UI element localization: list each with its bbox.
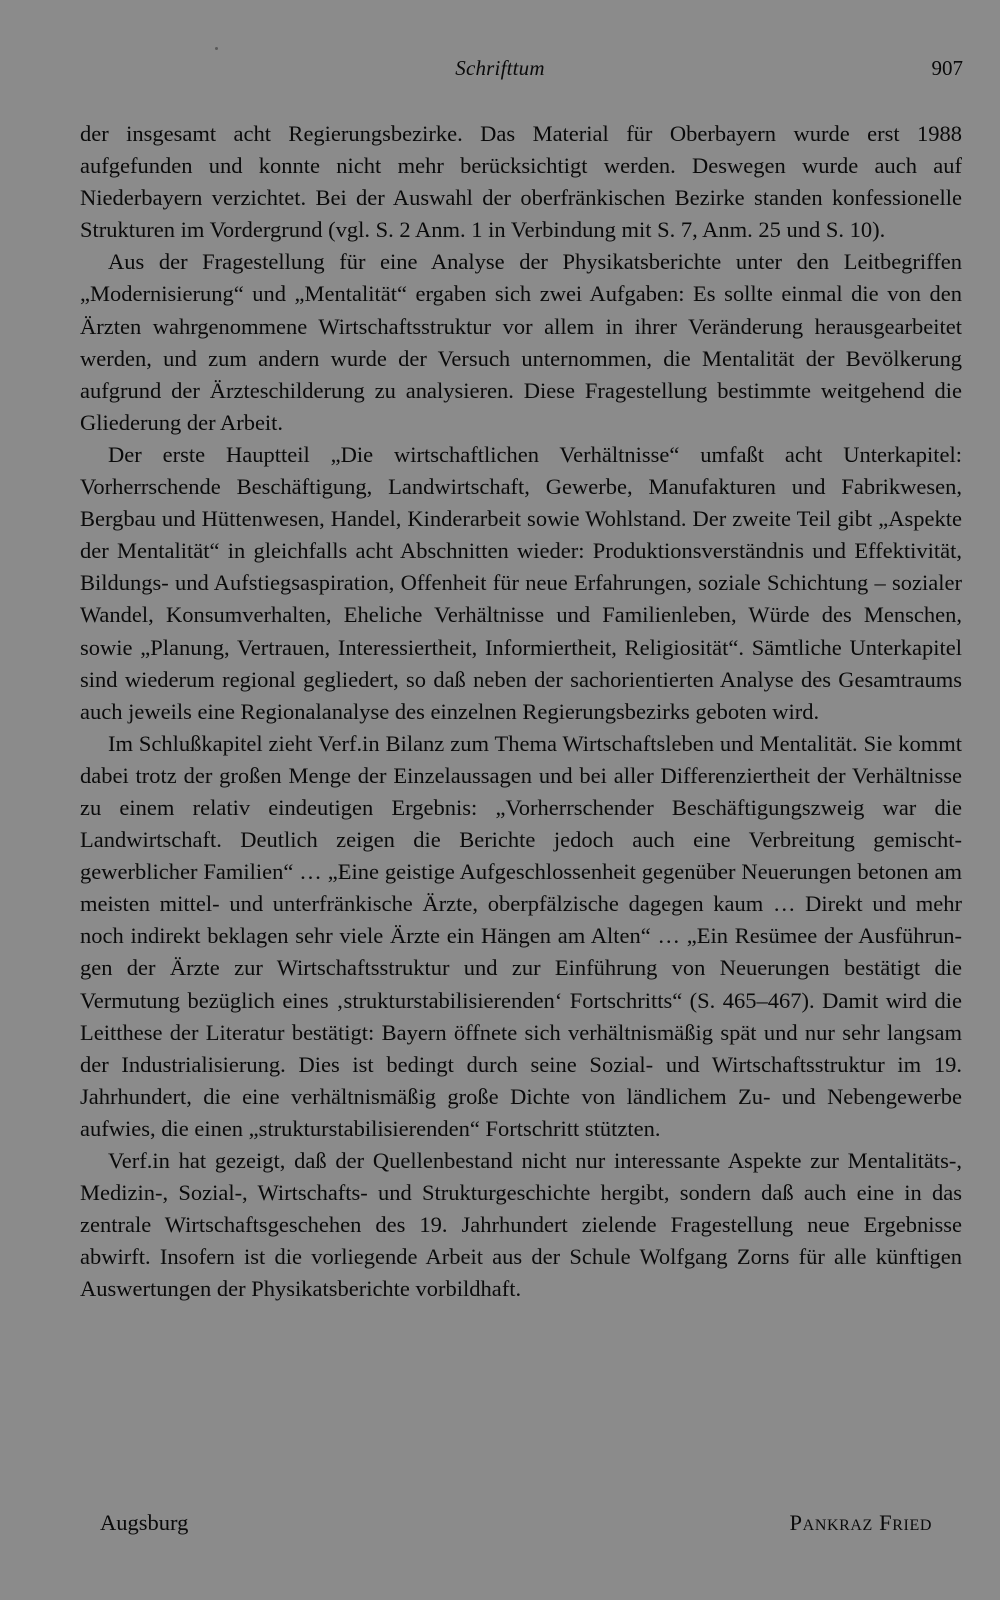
body-text	[80, 118, 962, 1305]
review-signature	[100, 1510, 932, 1546]
print-speck	[215, 47, 218, 50]
paragraph-conclusion: Im Schlußkapitel zieht Verf.in Bilanz zum Thema Wirtschaftsleben und Mentalität. Sie kommt dabei trotz der großen Menge der Einzelaussagen und bei aller Differenziertheit der Verhältnisse zu einem relativ eindeutigen Ergebnis: „Vorherrschender Beschäftigungszweig war die Landwirtschaft. Deutlich zeigen die Berichte jedoch auch eine Verbreitung gemischt-gewerblicher Familien“ … „Eine geistige Aufgeschlossenheit gegenüber Neuerungen betonen am meisten mittel- und unterfränkische Ärzte, oberpfälzische dagegen kaum … Direkt und mehr noch indirekt beklagen sehr viele Ärzte ein Hängen am Alten“ … „Ein Resümee der Ausführungen der Ärzte zur Wirtschaftsstruktur und zur Einführung von Neuerungen bestätigt die Vermutung bezüglich eines ‚strukturstabilisierenden‘ Fortschritts“ (S. 465–467). Damit wird die Leitthese der Literatur bestätigt: Bayern öffnete sich verhältnismäßig spät und nur sehr langsam der Industrialisierung. Dies ist bedingt durch seine Sozial- und Wirtschaftsstruktur im 19. Jahrhundert, die eine verhältnismäßig große Dichte von ländlichem Zu- und Nebengewerbe aufwies, die einen „strukturstabilisierenden“ Fortschritt stützten.	[80, 730, 962, 1141]
paragraph-research-questions: Aus der Fragestellung für eine Analyse der Physikatsberichte unter den Leitbegriffen „Modernisierung“ und „Mentalität“ ergaben sich zwei Aufgaben: Es sollte einmal die von den Ärzten wahrgenommene Wirtschaftsstruktur vor allem in ihrer Veränderung herausgearbeitet werden, und zum andern wurde der Versuch unternommen, die Mentalität der Bevölkerung aufgrund der Ärzteschilderung zu analysieren. Diese Fragestellung bestimmte weitgehend die Gliederung der Arbeit.	[80, 249, 962, 435]
paragraph-structure: Der erste Hauptteil „Die wirtschaftlichen Verhältnisse“ umfaßt acht Unterkapitel: Vorherrschende Beschäftigung, Landwirtschaft, Gewerbe, Manufakturen und Fabrikwesen, Bergbau und Hüttenwesen, Handel, Kinderarbeit sowie Wohlstand. Der zweite Teil gibt „Aspekte der Mentalität“ in gleichfalls acht Abschnitten wieder: Produktionsverständnis und Effektivität, Bildungs- und Aufstiegsaspiration, Offenheit für neue Erfahrungen, soziale Schichtung – sozialer Wandel, Konsumverhalten, Eheliche Verhältnisse und Familienleben, Würde des Menschen, sowie „Planung, Vertrauen, Interessiertheit, Informiertheit, Religiosität“. Sämtliche Unterkapitel sind wiederum regional gegliedert, so daß neben der sachorientierten Analyse des Gesamtraums auch jeweils eine Regionalanalyse des einzelnen Regierungsbezirks geboten wird.	[80, 441, 962, 724]
page-number: 907	[931, 56, 963, 80]
paragraph-continuation: der insgesamt acht Regierungsbezirke. Das Material für Oberbayern wurde erst 1988 aufgefunden und konnte nicht mehr berücksichtigt werden. Deswegen wurde auch auf Niederbayern verzichtet. Bei der Auswahl der oberfränkischen Bezirke standen konfessionelle Strukturen im Vordergrund (vgl. S. 2 Anm. 1 in Verbindung mit S. 7, Anm. 25 und S. 10).	[80, 121, 962, 243]
signature-place: Augsburg	[100, 1510, 189, 1535]
paragraph-assessment: Verf.in hat gezeigt, daß der Quellenbestand nicht nur interessante Aspekte zur Mentalitäts-, Medizin-, Sozial-, Wirtschafts- und Strukturgeschichte hergibt, sondern daß auch eine in das zentrale Wirtschaftsgeschehen des 19. Jahrhundert zielende Fragestellung neue Ergebnisse abwirft. Insofern ist die vorliegende Arbeit aus der Schule Wolfgang Zorns für alle künftigen Auswertungen der Physikatsberichte vorbildhaft.	[80, 1148, 962, 1302]
running-head	[0, 56, 1000, 88]
running-title: Schrifttum	[455, 56, 545, 80]
signature-author: Pankraz Fried	[789, 1510, 932, 1535]
